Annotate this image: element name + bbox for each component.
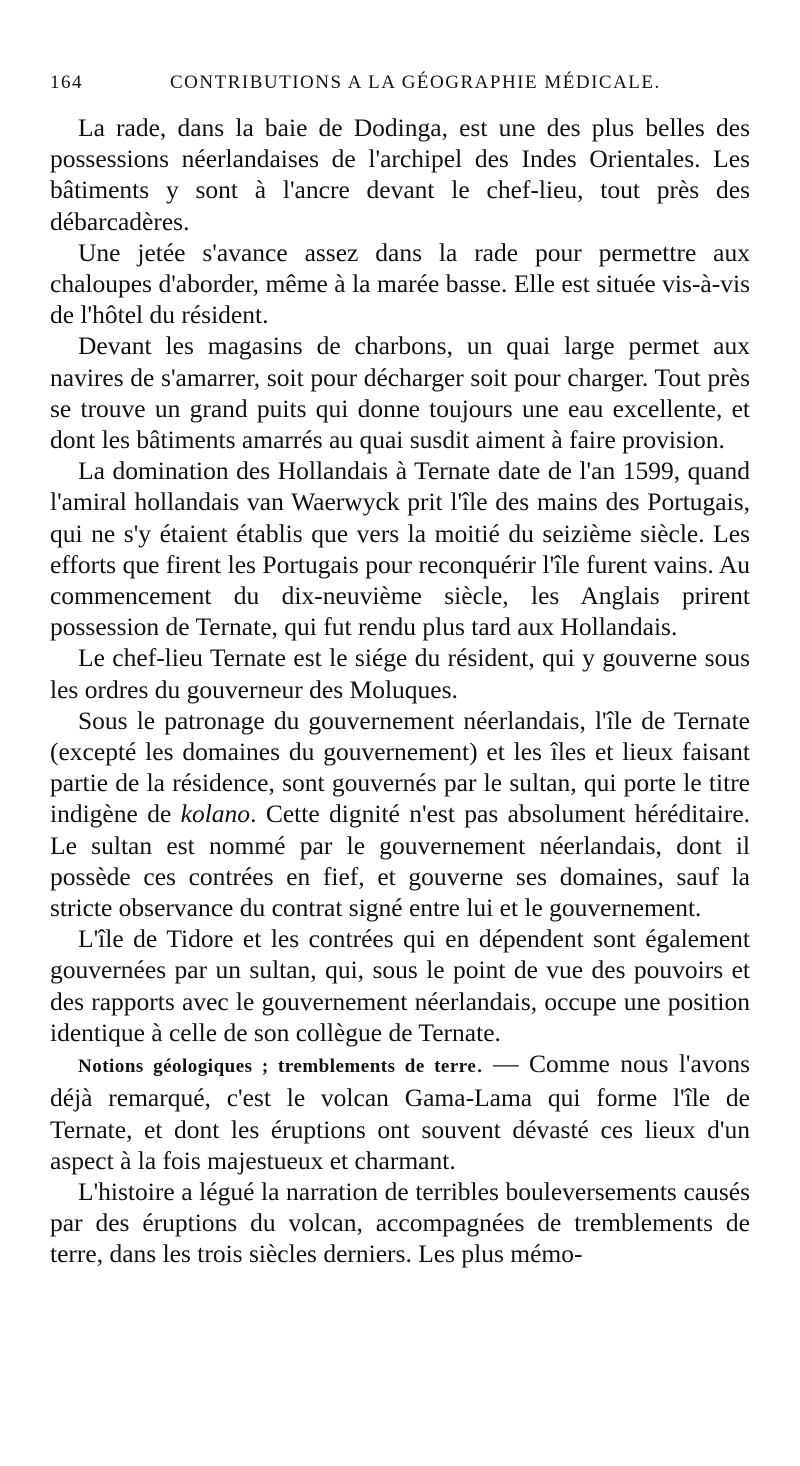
paragraph-text: L'île de Tidore et les contrées qui en dépendent sont également gouvernées par un sultan, qui, sous le point de vue des pouvoirs et des rapports avec le gouvernement néerlandais, occupe une position identique à celle de son collègue de Ternate.: [50, 924, 750, 1047]
paragraph-text: L'histoire a légué la narration de terribles bouleversements causés par des éruptions du volcan, accompagnées de tremblements de terre, dans les trois siècles derniers. Les plus mémo-: [50, 1176, 750, 1269]
section-heading: Notions géologiques ; tremblements de terre: [78, 1056, 477, 1078]
paragraph-domination: [50, 455, 750, 642]
paragraph-tidore: [50, 923, 750, 1048]
paragraph-text: La rade, dans la baie de Dodinga, est une des plus belles des possessions néerlandaises de l'archipel des Indes Orientales. Les bâtiments y sont à l'ancre devant le chef-lieu, tout près des débarcadères.: [50, 113, 750, 236]
paragraph-geologie: [50, 1048, 750, 1176]
paragraph-text: Le chef-lieu Ternate est le siége du résident, qui y gouverne sous les ordres du gouverneur des Moluques.: [50, 643, 750, 704]
paragraph-text: Sous le patronage du gouvernement néerlandais, l'île de Ternate (excepté les domaines du gouvernement) et les îles et lieux faisant partie de la résidence, sont gouvernés par le sultan, qui porte le titre indigène de: [50, 705, 750, 829]
page-header: [50, 72, 750, 94]
paragraph-rade: [50, 112, 750, 237]
page-number: 164: [50, 72, 83, 93]
paragraph-jetee: [50, 237, 750, 331]
running-title: CONTRIBUTIONS A LA GÉOGRAPHIE MÉDICALE.: [170, 72, 661, 93]
paragraph-text: Devant les magasins de charbons, un quai large permet aux navires de s'amarrer, soit pour décharger soit pour charger. Tout près se trouve un grand puits qui donne toujours une eau excellente, et dont les bâtiments amarrés au quai susdit aiment à faire provision.: [50, 331, 750, 455]
paragraph-chef-lieu: [50, 642, 750, 704]
paragraph-patronage: [50, 705, 750, 923]
paragraph-text: . Cette dignité n'est pas absolument héréditaire. Le sultan est nommé par le gouvernement néerlandais, dont il possède ces contrées en fief, et gouverne ses domaines, sauf la stricte observance du contrat signé entre lui et le gouvernement.: [50, 799, 751, 923]
page-body: [50, 112, 750, 1270]
paragraph-text: Une jetée s'avance assez dans la rade pour permettre aux chaloupes d'aborder, même à la marée basse. Elle est située vis-à-vis de l'hôtel du résident.: [50, 237, 750, 330]
paragraph-text: La domination des Hollandais à Ternate date de l'an 1599, quand l'amiral hollandais van Waerwyck prit l'île des mains des Portugais, qui ne s'y étaient établis que vers la moitié du seizième siècle. Les efforts que firent les Portugais pour reconquérir l'île furent vains. Au commencement du dix-neuvième siècle, les Anglais prirent possession de Ternate, qui fut rendu plus tard aux Hollandais.: [50, 456, 750, 642]
paragraph-histoire: [50, 1176, 750, 1270]
italic-term: kolano: [180, 799, 251, 829]
paragraph-magasins: [50, 330, 750, 455]
paragraph-text: . — Comme nous l'avons déjà remarqué, c'est le volcan Gama-Lama qui forme l'île de Ternate, et dont les éruptions ont souvent dévasté ces lieux d'un aspect à la fois majestueux et charmant.: [50, 1049, 750, 1175]
